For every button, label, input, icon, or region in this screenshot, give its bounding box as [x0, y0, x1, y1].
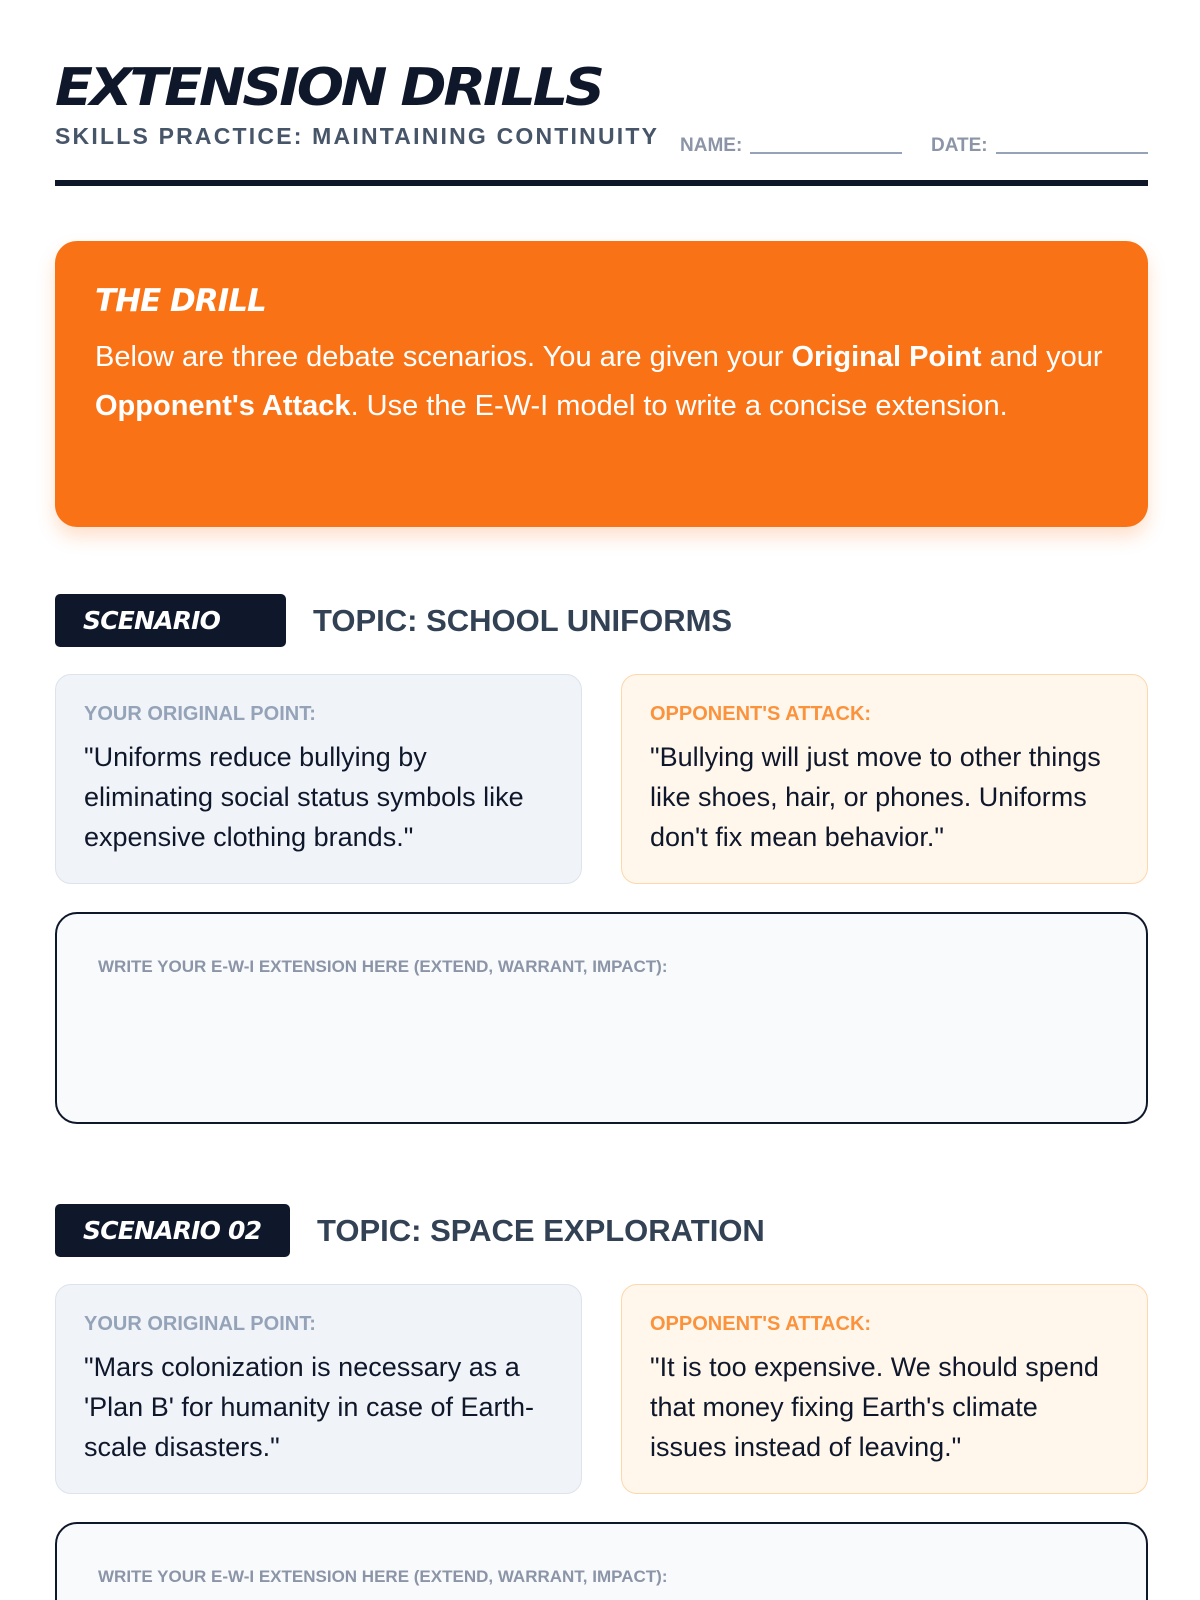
- scenario-topic: TOPIC: SCHOOL UNIFORMS: [313, 603, 733, 638]
- drill-emphasis-opponent-attack: Opponent's Attack: [95, 390, 351, 422]
- name-label: NAME:: [680, 135, 743, 156]
- date-field[interactable]: [931, 132, 1148, 156]
- header-divider: [55, 180, 1148, 186]
- drill-emphasis-original-point: Original Point: [791, 341, 982, 373]
- scenario-points: [55, 1284, 1148, 1494]
- opponent-attack-label: OPPONENT'S ATTACK:: [650, 1313, 872, 1335]
- extension-answer-box[interactable]: [55, 912, 1148, 1124]
- extension-answer-box[interactable]: [55, 1522, 1148, 1600]
- scenario-header: [55, 1204, 1148, 1257]
- original-point-card: [55, 674, 582, 884]
- drill-instructions: [95, 333, 1105, 431]
- original-point-label: YOUR ORIGINAL POINT:: [84, 703, 316, 725]
- original-point-card: [55, 1284, 582, 1494]
- opponent-attack-text: "Bullying will just move to other things like shoes, hair, or phones. Uniforms don't fix mean behavior.": [650, 742, 1101, 852]
- drill-text-part: Below are three debate scenarios. You are given your: [95, 341, 792, 373]
- name-field[interactable]: [680, 132, 902, 156]
- scenario-topic: TOPIC: SPACE EXPLORATION: [317, 1213, 765, 1248]
- original-point-text: "Mars colonization is necessary as a 'Plan B' for humanity in case of Earth-scale disasters.": [84, 1352, 535, 1462]
- date-blank-line[interactable]: [996, 152, 1148, 154]
- scenario-header: [55, 594, 1148, 647]
- scenario-points: [55, 674, 1148, 884]
- scenario-badge: SCENARIO: [55, 594, 286, 647]
- extension-answer-label: WRITE YOUR E-W-I EXTENSION HERE (EXTEND, WARRANT, IMPACT):: [98, 957, 668, 976]
- extension-answer-label: WRITE YOUR E-W-I EXTENSION HERE (EXTEND, WARRANT, IMPACT):: [98, 1567, 668, 1586]
- original-point-label: YOUR ORIGINAL POINT:: [84, 1313, 316, 1335]
- scenario-02: [55, 1204, 1148, 1600]
- worksheet-header: [55, 56, 1148, 190]
- opponent-attack-text: "It is too expensive. We should spend that money fixing Earth's climate issues instead of leaving.": [650, 1352, 1099, 1462]
- name-blank-line[interactable]: [750, 152, 902, 154]
- scenario-badge: SCENARIO 02: [55, 1204, 290, 1257]
- drill-text-part: . Use the E-W-I model to write a concise extension.: [350, 390, 1008, 422]
- scenario-01: [55, 594, 1148, 1124]
- drill-text-part: and your: [981, 341, 1103, 373]
- page-subtitle: SKILLS PRACTICE: MAINTAINING CONTINUITY: [55, 123, 660, 149]
- opponent-attack-card: [621, 674, 1148, 884]
- original-point-text: "Uniforms reduce bullying by eliminating social status symbols like expensive clothing brands.": [84, 742, 524, 852]
- page-title: EXTENSION DRILLS: [55, 58, 602, 118]
- drill-instructions-card: [55, 241, 1148, 527]
- opponent-attack-label: OPPONENT'S ATTACK:: [650, 703, 872, 725]
- drill-heading: THE DRILL: [95, 283, 266, 319]
- opponent-attack-card: [621, 1284, 1148, 1494]
- date-label: DATE:: [931, 135, 988, 156]
